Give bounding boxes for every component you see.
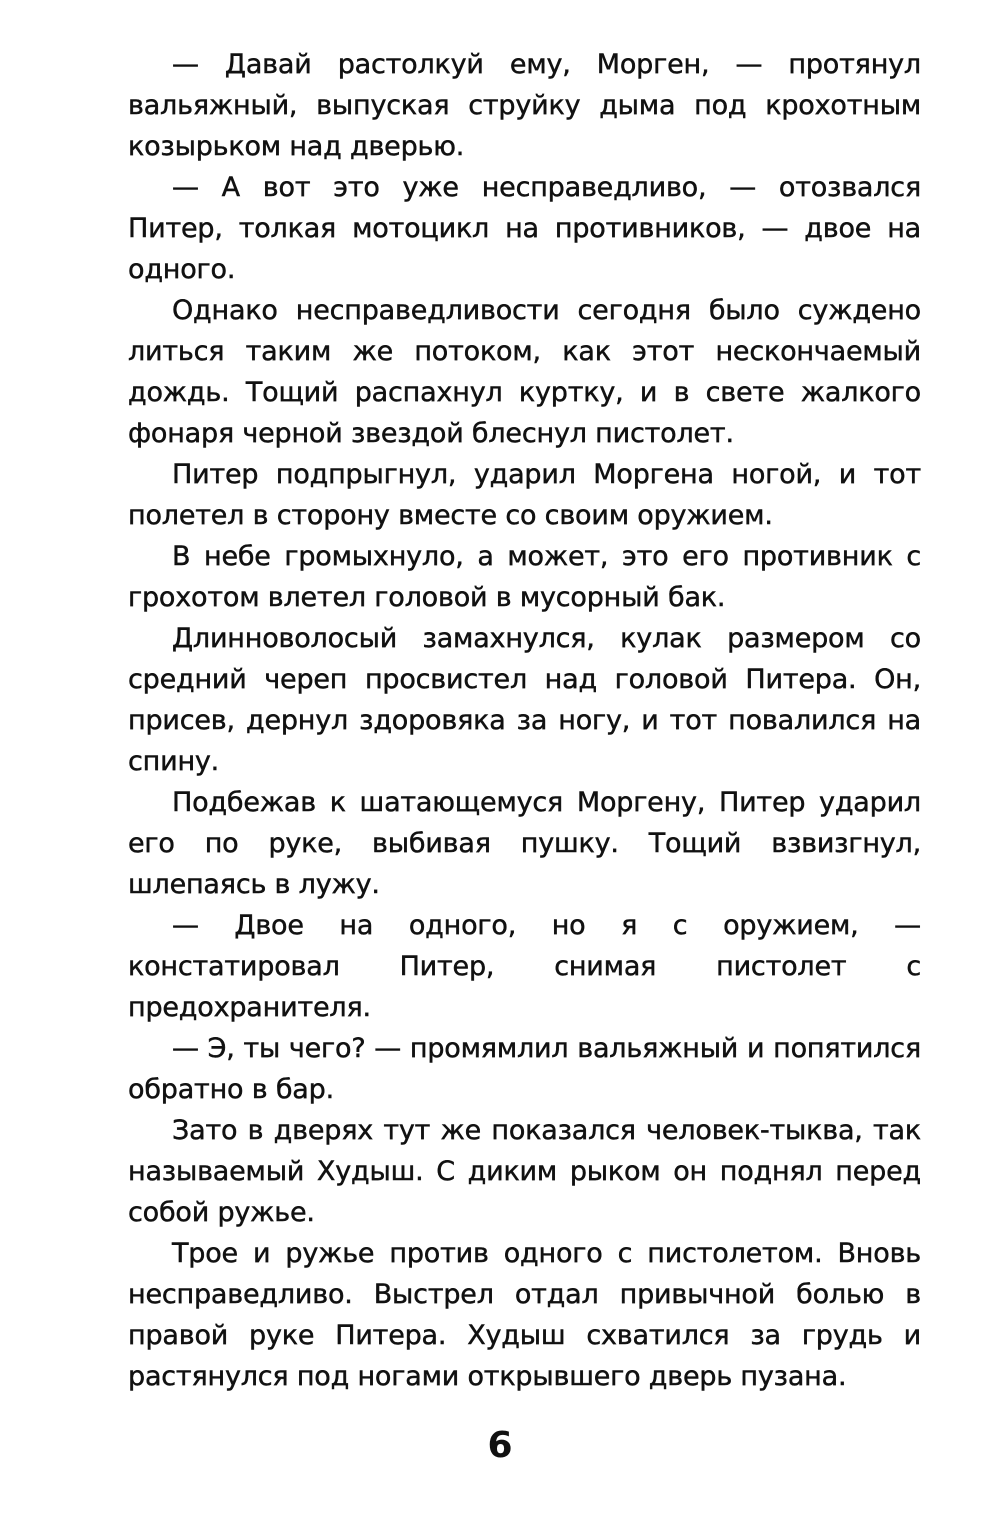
paragraph: Длинноволосый замахнулся, кулак размером со средний череп просвистел над головой Питера. Он, присев, дернул здоровяка за ногу, и тот повалился на спину. <box>128 623 921 777</box>
paragraph: — А вот это уже несправедливо, — отозвался Питер, толкая мотоцикл на противников, — двое на одного. <box>128 172 921 285</box>
paragraph: — Двое на одного, но я с оружием, — констатировал Питер, снимая пистолет с предохранителя. <box>128 910 921 1023</box>
body-text <box>128 44 921 1397</box>
paragraph: В небе громыхнуло, а может, это его противник с грохотом влетел головой в мусорный бак. <box>128 541 921 613</box>
paragraph: Однако несправедливости сегодня было суждено литься таким же потоком, как этот нескончаемый дождь. Тощий распахнул куртку, и в свете жалкого фонаря черной звездой блеснул пистолет. <box>128 295 921 449</box>
paragraph: Трое и ружье против одного с пистолетом. Вновь несправедливо. Выстрел отдал привычной болью в правой руке Питера. Худыш схватился за грудь и растянулся под ногами открывшего дверь пузана. <box>128 1238 921 1392</box>
paragraph: — Э, ты чего? — промямлил вальяжный и попятился обратно в бар. <box>128 1033 921 1105</box>
page-number: 6 <box>487 1425 513 1466</box>
paragraph: Питер подпрыгнул, ударил Моргена ногой, и тот полетел в сторону вместе со своим оружием. <box>128 459 921 531</box>
paragraph: Зато в дверях тут же показался человек-тыква, так называемый Худыш. С диким рыком он поднял перед собой ружье. <box>128 1115 921 1228</box>
paragraph: Подбежав к шатающемуся Моргену, Питер ударил его по руке, выбивая пушку. Тощий взвизгнул, шлепаясь в лужу. <box>128 787 921 900</box>
paragraph: — Давай растолкуй ему, Морген, — протянул вальяжный, выпуская струйку дыма под крохотным козырьком над дверью. <box>128 49 921 162</box>
